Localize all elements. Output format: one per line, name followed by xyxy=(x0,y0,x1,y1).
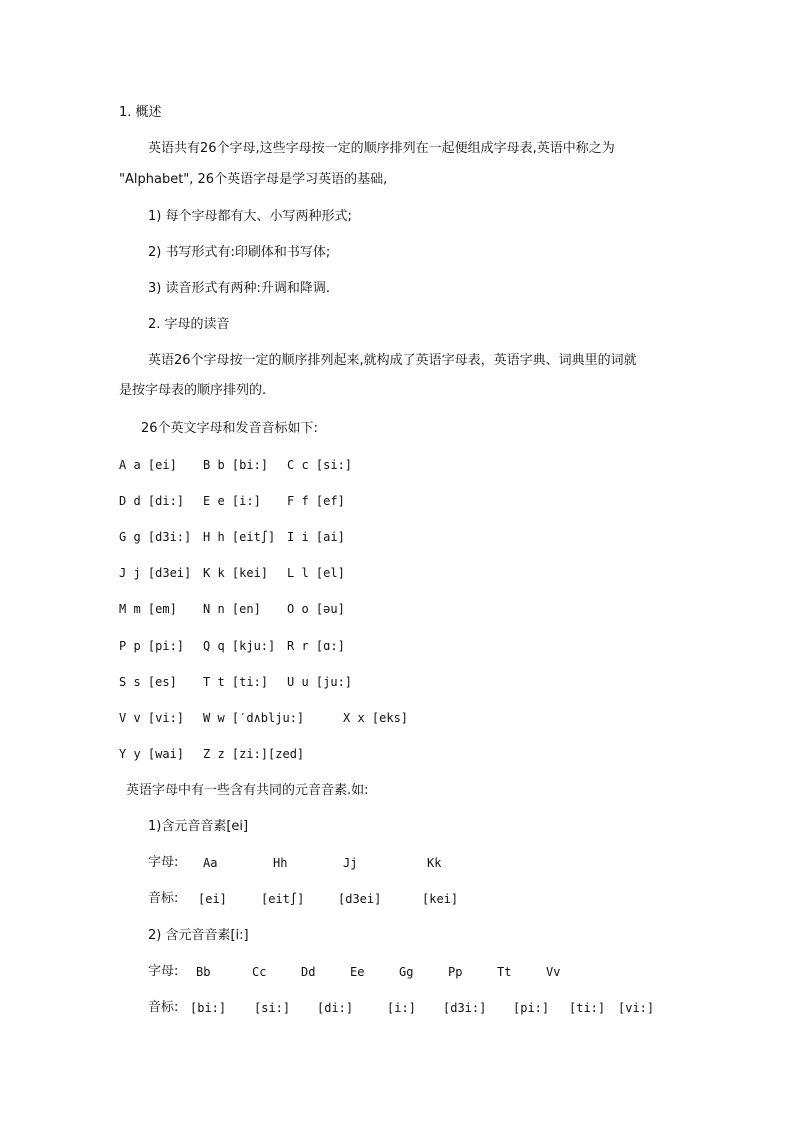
alphabet-table-intro: 26个英文字母和发音音标如下: xyxy=(141,421,318,436)
alphabet-cell: B b [bi:] xyxy=(203,458,269,472)
alphabet-cell: V v [vi:] xyxy=(119,711,185,725)
alphabet-cell: F f [ef] xyxy=(287,494,345,508)
letter-item: Ee xyxy=(350,965,365,979)
vowel-group-1-title: 1)含元音音素[ei] xyxy=(148,819,249,834)
phonetic-item: [ei] xyxy=(198,892,227,906)
letter-label: 字母: xyxy=(148,964,179,979)
alphabet-cell: L l [el] xyxy=(287,566,345,580)
alphabet-cell: O o [əu] xyxy=(287,602,345,616)
letter-item: Cc xyxy=(252,965,267,979)
alphabet-cell: M m [em] xyxy=(119,602,177,616)
alphabet-cell: Z z [zi:][zed] xyxy=(203,747,305,761)
phonetic-item: [bi:] xyxy=(190,1001,227,1015)
letter-item: Vv xyxy=(546,965,561,979)
alphabet-cell: W w [′d∧blju:] xyxy=(203,711,305,725)
alphabet-cell: U u [ju:] xyxy=(287,675,353,689)
point-item-3: 3) 读音形式有两种:升调和降调. xyxy=(148,281,330,296)
alphabet-cell: R r [ɑ:] xyxy=(287,639,345,653)
letter-item: Bb xyxy=(196,965,211,979)
alphabet-cell: K k [kei] xyxy=(203,566,269,580)
phonetic-item: [d3ei] xyxy=(338,892,382,906)
phonetic-item: [d3i:] xyxy=(443,1001,487,1015)
alphabet-cell: T t [ti:] xyxy=(203,675,269,689)
alphabet-cell: X x [eks] xyxy=(343,711,409,725)
phonetic-item: [ti:] xyxy=(569,1001,606,1015)
alphabet-cell: Y y [wai] xyxy=(119,747,185,761)
vowel-intro: 英语字母中有一些含有共同的元音音素.如: xyxy=(126,783,369,798)
letter-item: Dd xyxy=(301,965,316,979)
alphabet-cell: Q q [kju:] xyxy=(203,639,276,653)
letter-item: Tt xyxy=(497,965,512,979)
intro-paragraph-line-2: "Alphabet", 26个英语字母是学习英语的基础, xyxy=(119,172,388,187)
phonetic-label: 音标: xyxy=(148,891,179,906)
phonetic-item: [eit∫] xyxy=(261,892,305,906)
alphabet-cell: I i [ai] xyxy=(287,530,345,544)
point-item-2: 2) 书写形式有:印刷体和书写体; xyxy=(148,245,331,260)
phonetic-label: 音标: xyxy=(148,1000,179,1015)
phonetic-item: [si:] xyxy=(254,1001,291,1015)
letter-item: Aa xyxy=(203,856,218,870)
letter-item: Hh xyxy=(273,856,288,870)
phonetic-item: [pi:] xyxy=(513,1001,550,1015)
pronunciation-paragraph-line-1: 英语26个字母按一定的顺序排列起来,就构成了英语字母表，英语字典、词典里的词就 xyxy=(148,353,637,368)
letter-label: 字母: xyxy=(148,855,179,870)
alphabet-cell: C c [si:] xyxy=(287,458,353,472)
pronunciation-paragraph-line-2: 是按字母表的顺序排列的. xyxy=(119,383,267,398)
alphabet-cell: D d [di:] xyxy=(119,494,185,508)
alphabet-cell: P p [pi:] xyxy=(119,639,185,653)
alphabet-cell: G g [d3i:] xyxy=(119,530,192,544)
phonetic-item: [kei] xyxy=(422,892,459,906)
phonetic-item: [i:] xyxy=(387,1001,416,1015)
letter-item: Pp xyxy=(448,965,463,979)
letter-item: Gg xyxy=(399,965,414,979)
letter-item: Jj xyxy=(343,856,358,870)
alphabet-cell: S s [es] xyxy=(119,675,177,689)
alphabet-cell: J j [d3ei] xyxy=(119,566,192,580)
point-item-1: 1) 每个字母都有大、小写两种形式; xyxy=(148,209,352,224)
phonetic-item: [di:] xyxy=(317,1001,354,1015)
intro-paragraph-line-1: 英语共有26个字母,这些字母按一定的顺序排列在一起便组成字母表,英语中称之为 xyxy=(148,141,615,156)
section-heading-overview: 1. 概述 xyxy=(119,105,162,120)
alphabet-cell: N n [en] xyxy=(203,602,261,616)
letter-item: Kk xyxy=(427,856,442,870)
phonetic-item: [vi:] xyxy=(618,1001,655,1015)
section-heading-pronunciation: 2. 字母的读音 xyxy=(148,317,230,332)
alphabet-cell: A a [ei] xyxy=(119,458,177,472)
alphabet-cell: E e [i:] xyxy=(203,494,261,508)
vowel-group-2-title: 2) 含元音音素[i:] xyxy=(148,928,249,943)
alphabet-cell: H h [eit∫] xyxy=(203,530,276,544)
